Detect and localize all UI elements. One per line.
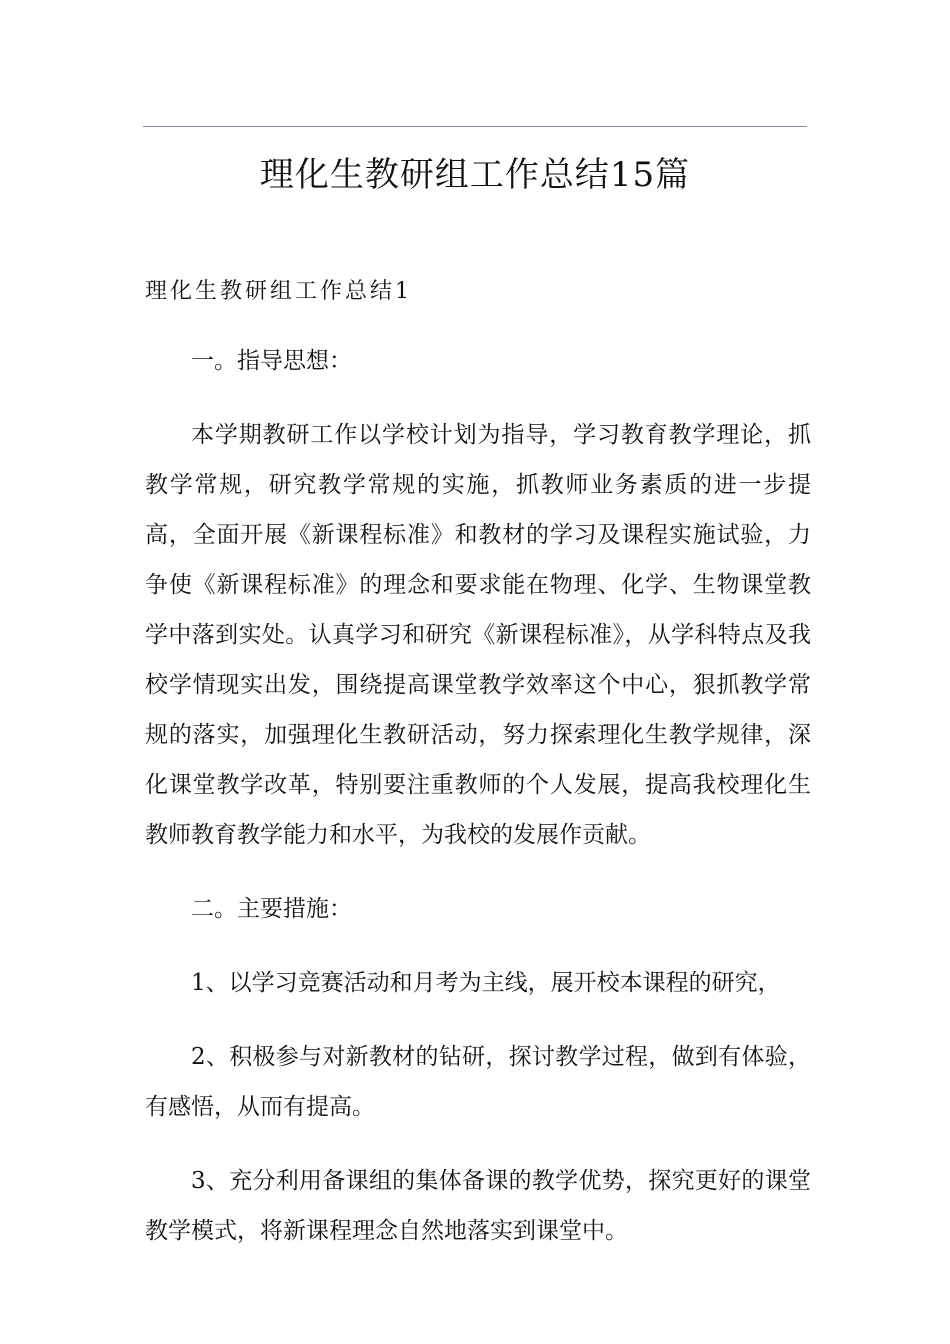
subheading-main-measures: 二。主要措施：: [191, 896, 352, 922]
measure-item-2: 2、积极参与对新教材的钻研，探讨教学过程，做到有体验，有感悟，从而有提高。: [145, 1044, 811, 1120]
subheading-guiding-thought: 一。指导思想：: [191, 348, 352, 374]
header-rule: [143, 126, 807, 127]
document-title: 理化生教研组工作总结15篇: [259, 155, 691, 195]
document-body: [145, 272, 811, 1280]
section-heading: 理化生教研组工作总结1: [145, 279, 412, 304]
paragraph-guiding-thought: 本学期教研工作以学校计划为指导，学习教育教学理论，抓教学常规，研究教学常规的实施，抓教师业务素质的进一步提高，全面开展《新课程标准》和教材的学习及课程实施试验，力争使《新课程标准》的理念和要求能在物理、化学、生物课堂教学中落到实处。认真学习和研究《新课程标准》，从学科特点及我校学情现实出发，围绕提高课堂教学效率这个中心，狠抓教学常规的落实，加强理化生教研活动，努力探索理化生教学规律，深化课堂教学改革，特别要注重教师的个人发展，提高我校理化生教师教育教学能力和水平，为我校的发展作贡献。: [145, 422, 811, 848]
measure-item-3: 3、充分利用备课组的集体备课的教学优势，探究更好的课堂教学模式，将新课程理念自然地落实到课堂中。: [145, 1168, 811, 1244]
measure-item-1: 1、以学习竞赛活动和月考为主线，展开校本课程的研究，: [191, 970, 781, 996]
